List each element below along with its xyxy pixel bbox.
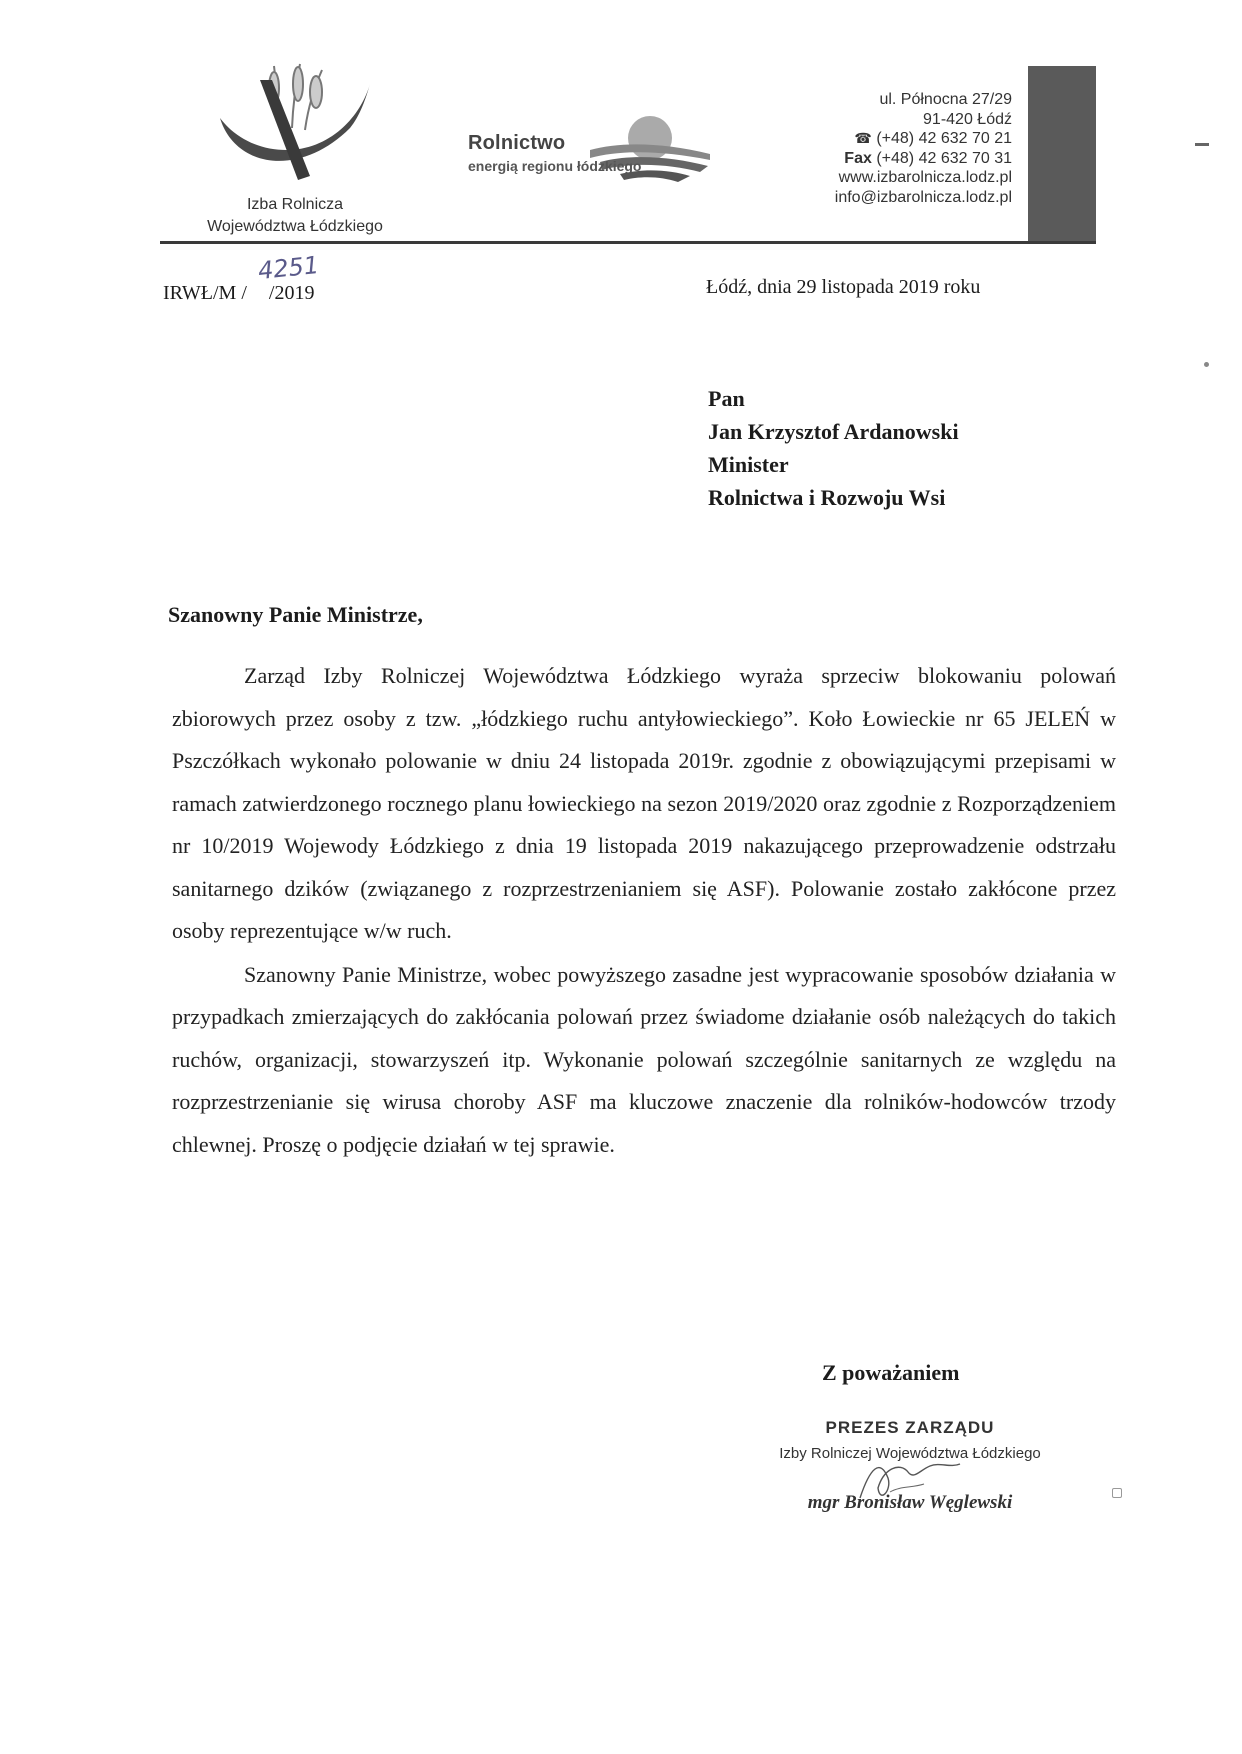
address-line2: 91-420 Łódź (923, 110, 1012, 128)
reference-number (163, 282, 314, 305)
reference-suffix: /2019 (268, 282, 315, 304)
letterhead-dark-bar (1028, 66, 1096, 241)
org-name-line2: Województwa Łódzkiego (207, 218, 383, 235)
addressee-block (708, 382, 959, 514)
org-name (150, 194, 440, 238)
addressee-line4: Rolnictwa i Rozwoju Wsi (708, 485, 946, 510)
body-paragraph-1: Zarząd Izby Rolniczej Województwa Łódzkiego wyraża sprzeciw blokowaniu polowań zbiorowych przez osoby z tzw. „łódzkiego ruchu antyłowieckiego”. Koło Łowieckie nr 65 JELEŃ w Pszczółkach wykonało polowanie w dniu 24 listopada 2019r. zgodnie z obowiązującymi przepisami w ramach zatwierdzonego rocznego planu łowieckiego na sezon 2019/2020 oraz zgodnie z Rozporządzeniem nr 10/2019 Wojewody Łódzkiego z dnia 19 listopada 2019 nakazującego przeprowadzenie odstrzału sanitarnego dzików (związanego z rozprzestrzenianiem się ASF). Polowanie zostało zakłócone przez osoby reprezentujące w/w ruch. (172, 663, 1116, 943)
reference-prefix: IRWŁ/M / (163, 282, 247, 304)
fax-line (700, 149, 1012, 169)
website-link[interactable]: www.izbarolnicza.lodz.pl (838, 169, 1012, 186)
phone-number: (+48) 42 632 70 21 (876, 130, 1012, 147)
org-name-line1: Izba Rolnicza (246, 196, 344, 213)
addressee-line1: Pan (708, 386, 745, 411)
address-line1: ul. Północna 27/29 (879, 91, 1012, 108)
scan-mark (1204, 362, 1209, 367)
fax-label: Fax (844, 149, 872, 167)
phone-icon: ☎ (854, 130, 872, 146)
closing-phrase: Z poważaniem (822, 1360, 960, 1385)
region-subtitle: energią regionu łódzkiego (468, 158, 642, 174)
addressee-line3: Minister (708, 452, 789, 477)
phone-line (700, 129, 1012, 149)
izba-rolnicza-logo (210, 58, 380, 188)
letterhead-rule (160, 241, 1096, 244)
signatory-title: PREZES ZARZĄDU (825, 1418, 995, 1437)
contact-block (700, 90, 1012, 207)
date-line: Łódź, dnia 29 listopada 2019 roku (706, 276, 981, 298)
salutation: Szanowny Panie Ministrze, (168, 602, 423, 627)
email-link[interactable]: info@izbarolnicza.lodz.pl (834, 188, 1012, 206)
region-title: Rolnictwo (468, 132, 566, 154)
handwritten-reference: 4251 (256, 250, 321, 286)
scan-mark (1112, 1488, 1122, 1498)
body-paragraph-2: Szanowny Panie Ministrze, wobec powyższego zasadne jest wypracowanie sposobów działania w przypadkach zmierzających do zakłócania polowań przez świadome działanie osób należących do takich ruchów, organizacji, stowarzyszeń itp. Wykonanie polowań szczególnie sanitarnych ze względu na rozprzestrzenianie się wirusa choroby ASF ma kluczowe znaczenie dla rolników-hodowców trzody chlewnej. Proszę o podjęcie działań w tej sprawie. (172, 961, 1116, 1157)
fax-number: (+48) 42 632 70 31 (876, 149, 1012, 167)
signatory-organization: Izby Rolniczej Województwa Łódzkiego (779, 1445, 1041, 1462)
scan-mark (1195, 143, 1209, 146)
region-sun-fields-logo (590, 104, 710, 194)
letter-body (172, 655, 1116, 1166)
addressee-line2: Jan Krzysztof Ardanowski (708, 419, 959, 444)
signatory-name: mgr Bronisław Węglewski (807, 1492, 1013, 1513)
